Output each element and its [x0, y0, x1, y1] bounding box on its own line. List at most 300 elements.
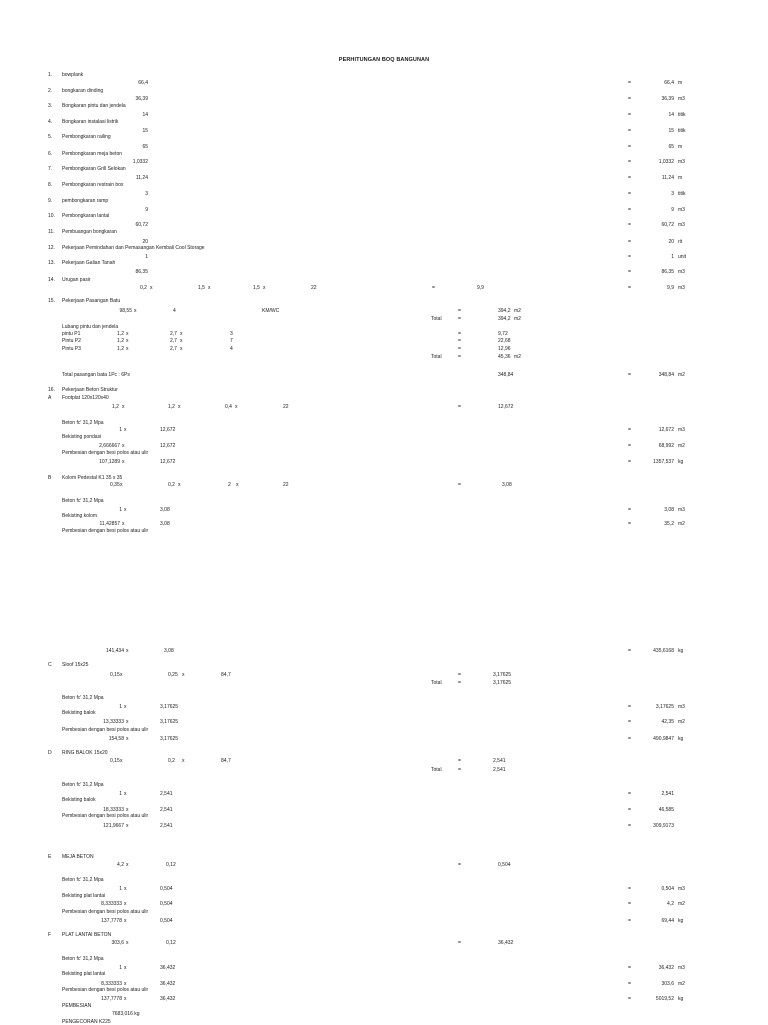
volume-value: 0,504	[160, 886, 173, 892]
sub-name: Footplat 120x120x40	[62, 395, 109, 401]
concrete-label: Beton fc' 31,2 Mpa	[62, 695, 104, 701]
item-name: bongkaran dinding	[62, 88, 104, 94]
item-name: bowplank	[62, 72, 84, 78]
calc-value: 22,68	[498, 338, 511, 344]
item-value: 14	[142, 112, 148, 118]
item-result: 309,9173	[653, 823, 674, 829]
volume-value: 0,504	[160, 918, 173, 924]
dim-value: 0,35	[110, 482, 120, 488]
times-sign: x	[126, 823, 129, 829]
item-number: 10.	[48, 213, 55, 219]
times-sign: x	[180, 331, 183, 337]
times-sign: x	[134, 308, 137, 314]
factor-value: 1	[119, 791, 122, 797]
equals-sign: =	[458, 338, 461, 344]
rebar-label: Pembesian dengan besi polos atau ulir	[62, 909, 149, 915]
item-result: 1,0332	[658, 159, 674, 165]
item-value: 36,39	[135, 96, 148, 102]
equals-sign: =	[432, 285, 435, 291]
rebar-label: Pembesian dengan besi polos atau ulir	[62, 987, 149, 993]
dim-value: 22	[311, 285, 317, 291]
times-sign: x	[208, 285, 211, 291]
volume-value: 12,672	[160, 459, 176, 465]
item-result: 3	[671, 191, 674, 197]
total-label: Total pasangan bata 1Pc : 6Ps	[62, 372, 130, 378]
item-result: 3,17625	[655, 704, 674, 710]
mid-value: 0,504	[498, 862, 511, 868]
equals-sign: =	[628, 207, 631, 213]
item-value: 20	[142, 239, 148, 245]
dim-value: 0,12	[166, 862, 176, 868]
item-unit: m3	[678, 704, 685, 710]
item-unit: titik	[678, 112, 686, 118]
equals-sign: =	[628, 996, 631, 1002]
total-label: Total	[431, 680, 442, 686]
volume-value: 36,432	[160, 981, 176, 987]
concrete-label: Beton fc' 31,2 Mpa	[62, 420, 104, 426]
rebar-total-value: 7683,016 kg	[112, 1011, 140, 1017]
item-name: Pekerjaan Beton Struktur	[62, 387, 118, 393]
dim-value: 1,2	[117, 346, 124, 352]
mid-value: 3,08	[502, 482, 512, 488]
item-number: 7.	[48, 166, 53, 172]
item-result: 14	[668, 112, 674, 118]
item-unit: m3	[678, 159, 685, 165]
item-number: 5.	[48, 134, 53, 140]
item-name: Pembongkaran restrain box	[62, 182, 124, 188]
volume-value: 36,432	[160, 965, 176, 971]
item-value: 15	[142, 128, 148, 134]
item-name: Pembongkaran Grill Selokan	[62, 166, 126, 172]
volume-value: 2,541	[160, 807, 173, 813]
item-unit: m3	[678, 886, 685, 892]
times-sign: x	[124, 901, 127, 907]
dim-value: 22	[283, 482, 289, 488]
item-number: 6.	[48, 151, 53, 157]
item-unit: m3	[678, 507, 685, 513]
volume-value: 3,08	[164, 648, 174, 654]
dim-value: 0,2	[168, 758, 175, 764]
sub-letter: A	[48, 395, 52, 401]
calc-value: 3,17625	[493, 672, 512, 678]
equals-sign: =	[458, 672, 461, 678]
item-name: Pekerjaan Pemindahan dan Pemasangan Kembali Cool Storage	[62, 245, 205, 251]
formwork-label: Bekisting plat lantai	[62, 971, 106, 977]
item-unit: m2	[678, 443, 685, 449]
dim-value: 2,7	[170, 338, 177, 344]
item-number: 2.	[48, 88, 53, 94]
item-name: Bongkaran pintu dan jendela	[62, 103, 126, 109]
opening-name: Pintu P3	[62, 346, 81, 352]
item-name: Pembuangan bongkaran	[62, 229, 117, 235]
factor-value: 1	[119, 507, 122, 513]
calc-value: 3,17625	[493, 680, 512, 686]
volume-value: 3,08	[160, 507, 170, 513]
dim-value: 1,5	[253, 285, 260, 291]
item-result: 0,504	[661, 886, 674, 892]
dim-value: 84,7	[221, 758, 231, 764]
calc-value: 9,72	[498, 331, 508, 337]
calc-unit: m2	[514, 308, 521, 314]
dim-value: 1,5	[198, 285, 205, 291]
times-sign: x	[126, 648, 129, 654]
item-unit: m3	[678, 427, 685, 433]
item-value: 86,35	[135, 269, 148, 275]
dim-value: 0,2	[140, 285, 147, 291]
equals-sign: =	[458, 862, 461, 868]
item-name: Pekerjaan Galian Tanah	[62, 260, 116, 266]
item-result: 1	[671, 254, 674, 260]
item-unit: kg	[678, 648, 684, 654]
factor-value: 11,42857	[99, 521, 120, 527]
equals-sign: =	[628, 254, 631, 260]
dim-value: 2,7	[170, 331, 177, 337]
dim-value: 0,2	[168, 482, 175, 488]
item-number: 14.	[48, 277, 55, 283]
volume-value: 12,672	[160, 443, 176, 449]
item-value: 65	[142, 144, 148, 150]
kmwc-label: KM/WC	[262, 308, 280, 314]
dim-value: 4	[230, 346, 233, 352]
dim-value: 3	[230, 331, 233, 337]
times-sign: x	[126, 862, 129, 868]
equals-sign: =	[628, 823, 631, 829]
dim-value: 1,2	[117, 338, 124, 344]
equals-sign: =	[628, 736, 631, 742]
equals-sign: =	[628, 965, 631, 971]
calc-value: 348,84	[498, 372, 514, 378]
dim-value: 0,25	[168, 672, 178, 678]
section-label: Lubang pintu dan jendela	[62, 324, 119, 330]
equals-sign: =	[628, 427, 631, 433]
factor-value: 107,1289	[99, 459, 120, 465]
calc-value: 394,2	[498, 308, 511, 314]
rebar-total-label: PEMBESIAN	[62, 1003, 92, 1009]
item-number: 12.	[48, 245, 55, 251]
times-sign: x	[126, 736, 129, 742]
times-sign: x	[124, 965, 127, 971]
item-result: 42,35	[661, 719, 674, 725]
equals-sign: =	[458, 331, 461, 337]
equals-sign: =	[458, 354, 461, 360]
factor-value: 141,434	[105, 648, 124, 654]
equals-sign: =	[458, 758, 461, 764]
item-number: 16.	[48, 387, 55, 393]
equals-sign: =	[628, 175, 631, 181]
calc-value: 12,96	[498, 346, 511, 352]
factor-value: 1	[119, 965, 122, 971]
times-sign: x	[122, 459, 125, 465]
sub-name: RING BALOK 15x20	[62, 750, 108, 756]
equals-sign: =	[628, 239, 631, 245]
item-unit: titik	[678, 128, 686, 134]
times-sign: x	[263, 285, 266, 291]
item-result: 9,9	[667, 285, 674, 291]
item-value: 11,24	[135, 175, 148, 181]
total-label: Total	[431, 767, 442, 773]
factor-value: 13,33333	[103, 719, 124, 725]
item-result: 35,2	[664, 521, 674, 527]
formwork-label: Bekisting balok	[62, 797, 96, 803]
sub-name: PLAT LANTAI BETON	[62, 932, 112, 938]
item-result: 4,2	[667, 901, 674, 907]
equals-sign: =	[628, 191, 631, 197]
factor-value: 154,58	[108, 736, 124, 742]
item-value: 9	[145, 207, 148, 213]
sub-letter: F	[48, 932, 52, 938]
times-sign: x	[126, 331, 129, 337]
item-value: 66,4	[138, 80, 148, 86]
equals-sign: =	[628, 521, 631, 527]
sub-name: Sloof 15x25	[62, 662, 89, 668]
item-number: 1.	[48, 72, 53, 78]
item-result: 86,35	[661, 269, 674, 275]
times-sign: x	[178, 482, 181, 488]
concrete-label: Beton fc' 31,2 Mpa	[62, 956, 104, 962]
opening-name: pintu P1	[62, 331, 81, 337]
equals-sign: =	[628, 807, 631, 813]
volume-value: 2,541	[160, 823, 173, 829]
equals-sign: =	[628, 648, 631, 654]
item-unit: m2	[678, 901, 685, 907]
mid-value: 12,672	[498, 404, 514, 410]
item-result: 490,9847	[653, 736, 674, 742]
times-sign: x	[235, 404, 238, 410]
opening-name: Pintu P2	[62, 338, 81, 344]
item-result: 60,72	[661, 222, 674, 228]
equals-sign: =	[458, 316, 461, 322]
mid-value: 9,9	[477, 285, 484, 291]
item-name: Pembongkaran meja beton	[62, 151, 123, 157]
item-value: 1	[145, 254, 148, 260]
item-unit: m	[678, 80, 683, 86]
sub-letter: C	[48, 662, 52, 668]
item-result: 68,992	[658, 443, 674, 449]
volume-value: 3,17625	[160, 719, 179, 725]
item-result: 66,4	[664, 80, 674, 86]
item-value: 3	[145, 191, 148, 197]
item-unit: kg	[678, 459, 684, 465]
item-number: 9.	[48, 198, 53, 204]
dim-value: 7	[230, 338, 233, 344]
total-label: Total	[431, 354, 442, 360]
times-sign: x	[120, 482, 123, 488]
rebar-label: Pembesian dengan besi polos atau ulir	[62, 813, 149, 819]
item-unit: kg	[678, 918, 684, 924]
item-number: 4.	[48, 119, 53, 125]
times-sign: x	[124, 918, 127, 924]
item-unit: kg	[678, 996, 684, 1002]
equals-sign: =	[628, 918, 631, 924]
concrete-label: Beton fc' 31,2 Mpa	[62, 498, 104, 504]
item-name: Urugan pasir	[62, 277, 91, 283]
times-sign: x	[126, 338, 129, 344]
item-unit: m2	[678, 981, 685, 987]
equals-sign: =	[628, 901, 631, 907]
times-sign: x	[122, 404, 125, 410]
item-unit: kg	[678, 736, 684, 742]
times-sign: x	[120, 672, 123, 678]
sub-name: Kolom Pedestal K1 35 x 35	[62, 475, 123, 481]
factor-value: 1	[119, 704, 122, 710]
calc-value: 45,36	[498, 354, 511, 360]
item-unit: m3	[678, 965, 685, 971]
formwork-label: Bekisting pondasi	[62, 434, 102, 440]
item-result: 3,08	[664, 507, 674, 513]
item-result: 9	[671, 207, 674, 213]
factor-value: 121,9667	[103, 823, 124, 829]
equals-sign: =	[628, 507, 631, 513]
item-value: 60,72	[135, 222, 148, 228]
equals-sign: =	[628, 269, 631, 275]
equals-sign: =	[628, 443, 631, 449]
times-sign: x	[122, 521, 125, 527]
item-name: pembongkaran ramp	[62, 198, 109, 204]
times-sign: x	[182, 672, 185, 678]
calc-value: 2,541	[493, 758, 506, 764]
equals-sign: =	[458, 404, 461, 410]
item-result: 20	[668, 239, 674, 245]
times-sign: x	[124, 996, 127, 1002]
item-unit: m2	[678, 521, 685, 527]
equals-sign: =	[628, 285, 631, 291]
item-result: 11,24	[661, 175, 674, 181]
equals-sign: =	[628, 222, 631, 228]
dim-value: 4	[173, 308, 176, 314]
dim-value: 1,2	[112, 404, 119, 410]
item-result: 69,44	[661, 918, 674, 924]
times-sign: x	[126, 719, 129, 725]
equals-sign: =	[628, 981, 631, 987]
equals-sign: =	[628, 112, 631, 118]
sub-letter: D	[48, 750, 52, 756]
factor-value: 1	[119, 886, 122, 892]
volume-value: 2,541	[160, 791, 173, 797]
volume-value: 3,17625	[160, 704, 179, 710]
item-unit: m	[678, 144, 683, 150]
item-unit: m3	[678, 285, 685, 291]
concrete-label: Beton fc' 31,2 Mpa	[62, 877, 104, 883]
times-sign: x	[150, 285, 153, 291]
factor-value: 2,666667	[99, 443, 120, 449]
calc-unit: m2	[514, 354, 521, 360]
item-result: 348,84	[658, 372, 674, 378]
dim-value: 84,7	[221, 672, 231, 678]
dim-value: 2,7	[170, 346, 177, 352]
times-sign: x	[178, 404, 181, 410]
times-sign: x	[182, 758, 185, 764]
volume-value: 3,17625	[160, 736, 179, 742]
dim-value: 22	[283, 404, 289, 410]
factor-value: 8,333333	[101, 981, 122, 987]
item-name: Pembongkaran lantai	[62, 213, 110, 219]
formwork-label: Bekisting plat lantai	[62, 893, 106, 899]
rebar-label: Pembesian dengan besi polos atau ulir	[62, 450, 149, 456]
equals-sign: =	[458, 680, 461, 686]
factor-value: 137,7778	[101, 996, 122, 1002]
dim-value: 2	[228, 482, 231, 488]
equals-sign: =	[458, 767, 461, 773]
factor-value: 1	[119, 427, 122, 433]
equals-sign: =	[458, 308, 461, 314]
factor-value: 8,333333	[101, 901, 122, 907]
item-unit: m	[678, 175, 683, 181]
times-sign: x	[124, 427, 127, 433]
equals-sign: =	[458, 346, 461, 352]
mid-value: 36,432	[498, 940, 514, 946]
times-sign: x	[124, 886, 127, 892]
item-unit: m3	[678, 96, 685, 102]
item-result: 12,672	[658, 427, 674, 433]
item-result: 15	[668, 128, 674, 134]
item-unit: m2	[678, 372, 685, 378]
item-number: 13.	[48, 260, 55, 266]
casting-label: PENGECORAN K225	[62, 1019, 111, 1025]
item-result: 435,6168	[653, 648, 674, 654]
calc-value: 2,541	[493, 767, 506, 773]
times-sign: x	[126, 807, 129, 813]
equals-sign: =	[628, 719, 631, 725]
times-sign: x	[236, 482, 239, 488]
dim-value: 4,2	[117, 862, 124, 868]
total-label: Total	[431, 316, 442, 322]
volume-value: 36,432	[160, 996, 176, 1002]
times-sign: x	[122, 443, 125, 449]
sub-letter: B	[48, 475, 52, 481]
times-sign: x	[126, 346, 129, 352]
item-value: 1,0332	[132, 159, 148, 165]
rebar-label: Pembesian dengan besi polos atau ulir	[62, 727, 149, 733]
equals-sign: =	[628, 159, 631, 165]
equals-sign: =	[628, 128, 631, 134]
dim-value: 98,55	[119, 308, 132, 314]
item-result: 2,541	[661, 791, 674, 797]
times-sign: x	[180, 338, 183, 344]
item-result: 46,585	[658, 807, 674, 813]
item-result: 1357,537	[653, 459, 674, 465]
equals-sign: =	[628, 372, 631, 378]
times-sign: x	[120, 758, 123, 764]
equals-sign: =	[458, 940, 461, 946]
equals-sign: =	[628, 886, 631, 892]
item-number: 8.	[48, 182, 53, 188]
factor-value: 137,7778	[101, 918, 122, 924]
concrete-label: Beton fc' 31,2 Mpa	[62, 782, 104, 788]
item-number: 3.	[48, 103, 53, 109]
dim-value: 0,12	[166, 940, 176, 946]
volume-value: 12,672	[160, 427, 176, 433]
times-sign: x	[180, 346, 183, 352]
calc-value: 394,2	[498, 316, 511, 322]
times-sign: x	[126, 940, 129, 946]
item-name: Pembongkaran railing	[62, 134, 111, 140]
calc-unit: m2	[514, 316, 521, 322]
item-unit: m3	[678, 207, 685, 213]
item-result: 5019,52	[655, 996, 674, 1002]
dim-value: 0,4	[225, 404, 232, 410]
dim-value: 0,15	[110, 758, 120, 764]
item-unit: m2	[678, 719, 685, 725]
dim-value: 1,2	[168, 404, 175, 410]
formwork-label: Bekisting kolom	[62, 513, 98, 519]
times-sign: x	[124, 981, 127, 987]
item-unit: titik	[678, 191, 686, 197]
times-sign: x	[124, 507, 127, 513]
item-result: 65	[668, 144, 674, 150]
page-title: PERHITUNGAN BOQ BANGUNAN	[338, 57, 430, 63]
item-unit: m3	[678, 269, 685, 275]
times-sign: x	[124, 704, 127, 710]
